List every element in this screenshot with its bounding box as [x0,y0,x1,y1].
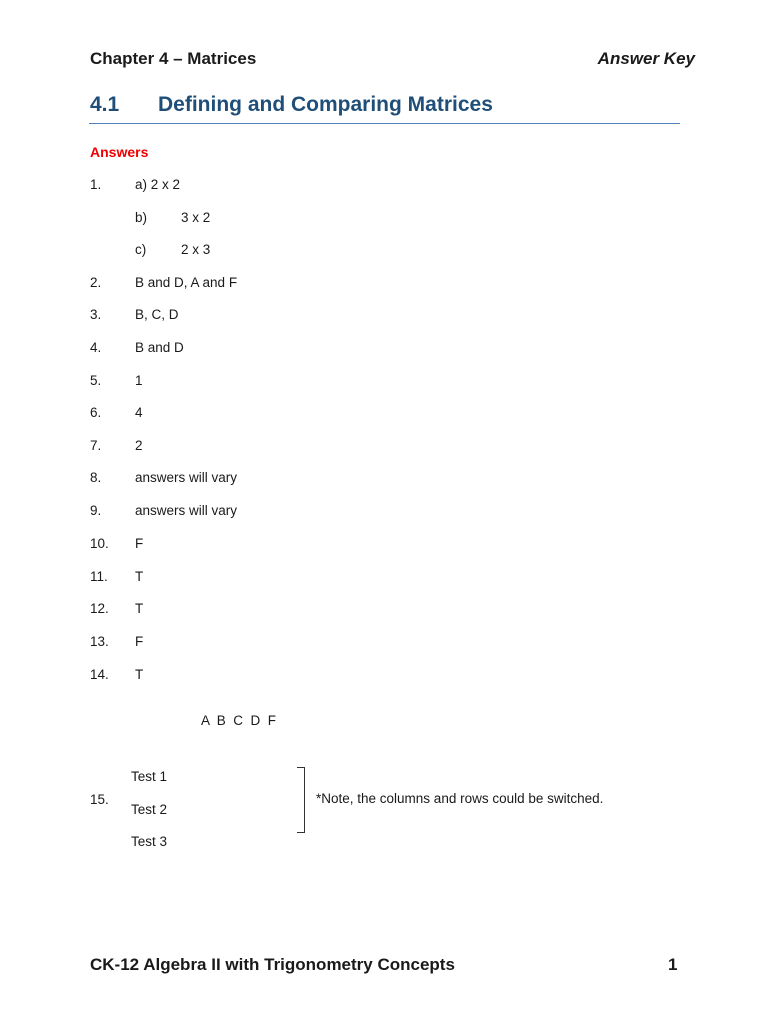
answer-9: answers will vary [135,503,238,518]
answer-4: B and D [135,340,184,355]
answer-12: T [135,601,144,616]
item-number: 2. [90,275,102,290]
item-number: 13. [90,634,109,649]
answer-1b-value: 3 x 2 [181,210,211,225]
answer-8: answers will vary [135,470,238,485]
answer-5: 1 [135,373,143,388]
matrix-row-label: Test 3 [131,834,168,849]
answer-1b-label: b) [135,210,148,225]
section-divider [89,123,680,124]
section-number: 4.1 [90,93,120,116]
section-title: Defining and Comparing Matrices [158,93,493,116]
page-number: 1 [668,955,678,974]
item-number: 15. [90,792,109,807]
item-number: 7. [90,438,102,453]
note-text: *Note, the columns and rows could be switched. [316,791,604,806]
item-number: 1. [90,177,102,192]
answer-key-label: Answer Key [597,49,695,68]
item-number: 11. [90,569,108,584]
item-number: 4. [90,340,102,355]
item-number: 3. [90,307,102,322]
answer-1a: a) 2 x 2 [135,177,181,192]
answer-6: 4 [135,405,143,420]
matrix-column-labels: A B C D F [201,713,277,728]
item-number: 5. [90,373,102,388]
answers-heading: Answers [90,144,149,160]
item-number: 14. [90,667,109,682]
matrix-bracket [297,767,305,833]
matrix-row-label: Test 2 [131,802,168,817]
item-number: 12. [90,601,109,616]
answer-2: B and D, A and F [135,275,238,290]
answer-13: F [135,634,144,649]
answer-14: T [135,667,144,682]
item-number: 6. [90,405,102,420]
answer-1c-value: 2 x 3 [181,242,211,257]
answer-7: 2 [135,438,143,453]
answer-11: T [135,569,144,584]
answer-1c-label: c) [135,242,147,257]
matrix-row-label: Test 1 [131,769,168,784]
item-number: 8. [90,470,102,485]
answer-10: F [135,536,144,551]
footer-title: CK-12 Algebra II with Trigonometry Concepts [90,955,455,974]
chapter-title: Chapter 4 – Matrices [90,49,257,68]
answer-3: B, C, D [135,307,179,322]
item-number: 10. [90,536,109,551]
item-number: 9. [90,503,102,518]
